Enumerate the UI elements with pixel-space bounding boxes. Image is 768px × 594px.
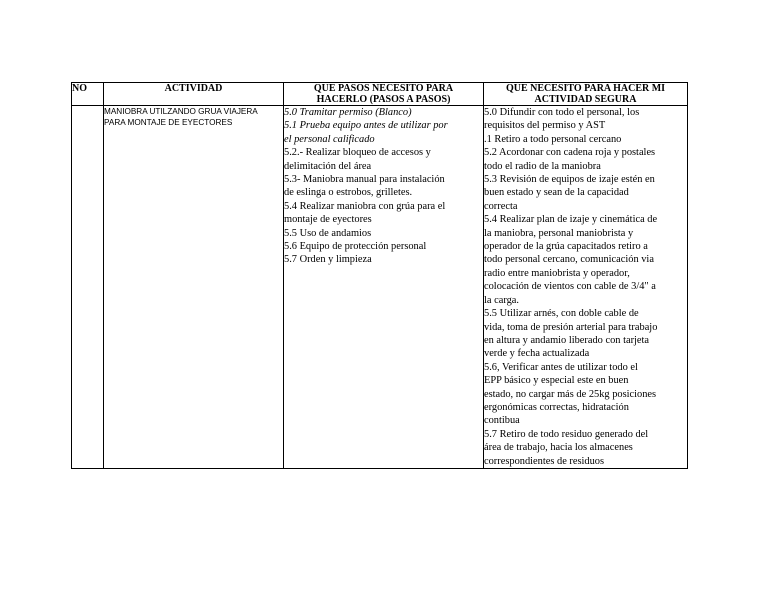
paso-line: 5.0 Tramitar permiso (Blanco)	[284, 107, 412, 118]
seguridad-line: 5.5 Utilizar arnés, con doble cable de	[484, 308, 639, 320]
seguridad-line: ergonómicas correctas, hidratación	[484, 401, 629, 413]
seguridad-line: todo el radio de la maniobra	[484, 160, 601, 172]
seguridad-line: requisitos del permiso y AST	[484, 120, 606, 132]
seguridad-line: contibua	[484, 415, 520, 427]
header-pasos: QUE PASOS NECESITO PARA HACERLO (PASOS A PASOS)	[284, 83, 484, 106]
header-actividad: ACTIVIDAD	[104, 83, 284, 106]
seguridad-line: la maniobra, personal maniobrista y	[484, 227, 634, 239]
seguridad-line: radio entre maniobrista y operador,	[484, 267, 630, 279]
seguridad-line: 5.3 Revisión de equipos de izaje estén en	[484, 174, 655, 186]
seguridad-line: correcta	[484, 200, 518, 212]
seguridad-line: área de trabajo, hacia los almacenes	[484, 442, 633, 454]
header-seguridad: QUE NECESITO PARA HACER MI ACTIVIDAD SEGURA	[484, 83, 688, 106]
paso-line: montaje de eyectores	[284, 214, 372, 226]
cell-actividad: MANIOBRA UTILZANDO GRUA VIAJERA PARA MONTAJE DE EYECTORES	[104, 106, 284, 469]
paso-line: 5.2.- Realizar bloqueo de accesos y	[284, 147, 431, 159]
paso-line: 5.6 Equipo de protección personal	[284, 241, 427, 253]
seguridad-line: la carga.	[484, 294, 519, 306]
paso-line: 5.5 Uso de andamios	[284, 227, 372, 239]
seguridad-line: todo personal cercano, comunicación via	[484, 254, 654, 266]
seguridad-line: 5.7 Retiro de todo residuo generado del	[484, 428, 649, 440]
paso-line: el personal calificado	[284, 133, 375, 145]
seguridad-line: 5.6, Verificar antes de utilizar todo el	[484, 361, 638, 373]
paso-line: 5.4 Realizar maniobra con grúa para el	[284, 200, 446, 212]
seguridad-line: en altura y andamio liberado con tarjeta	[484, 334, 650, 346]
seguridad-line: colocación de vientos con cable de 3/4" a	[484, 281, 656, 293]
table-row	[72, 106, 688, 469]
safety-table	[71, 82, 688, 469]
seguridad-line: EPP básico y especial este en buen	[484, 375, 629, 387]
header-no: NO	[72, 83, 104, 106]
seguridad-line: 5.4 Realizar plan de izaje y cinemática de	[484, 214, 658, 226]
seguridad-line: 5.2 Acordonar con cadena roja y postales	[484, 147, 656, 159]
paso-line: 5.7 Orden y limpieza	[284, 254, 372, 266]
seguridad-line: estado, no cargar más de 25kg posiciones	[484, 388, 657, 400]
seguridad-line: verde y fecha actualizada	[484, 348, 590, 360]
header-row	[72, 83, 688, 106]
paso-line: 5.1 Prueba equipo antes de utilizar por	[284, 120, 448, 132]
seguridad-line: .1 Retiro a todo personal cercano	[484, 133, 622, 145]
cell-pasos	[284, 106, 484, 469]
seguridad-line: operador de la grúa capacitados retiro a	[484, 241, 648, 253]
paso-line: 5.3- Maniobra manual para instalación	[284, 174, 445, 186]
seguridad-line: buen estado y sean de la capacidad	[484, 187, 629, 199]
paso-line: delimitación del área	[284, 160, 372, 172]
paso-line: de eslinga o estrobos, grilletes.	[284, 187, 413, 199]
seguridad-line: correspondientes de residuos	[484, 455, 605, 467]
cell-seguridad	[484, 106, 688, 469]
seguridad-line: vida, toma de presión arterial para trabajo	[484, 321, 658, 333]
cell-no	[72, 106, 104, 469]
seguridad-line: 5.0 Difundir con todo el personal, los	[484, 107, 640, 118]
